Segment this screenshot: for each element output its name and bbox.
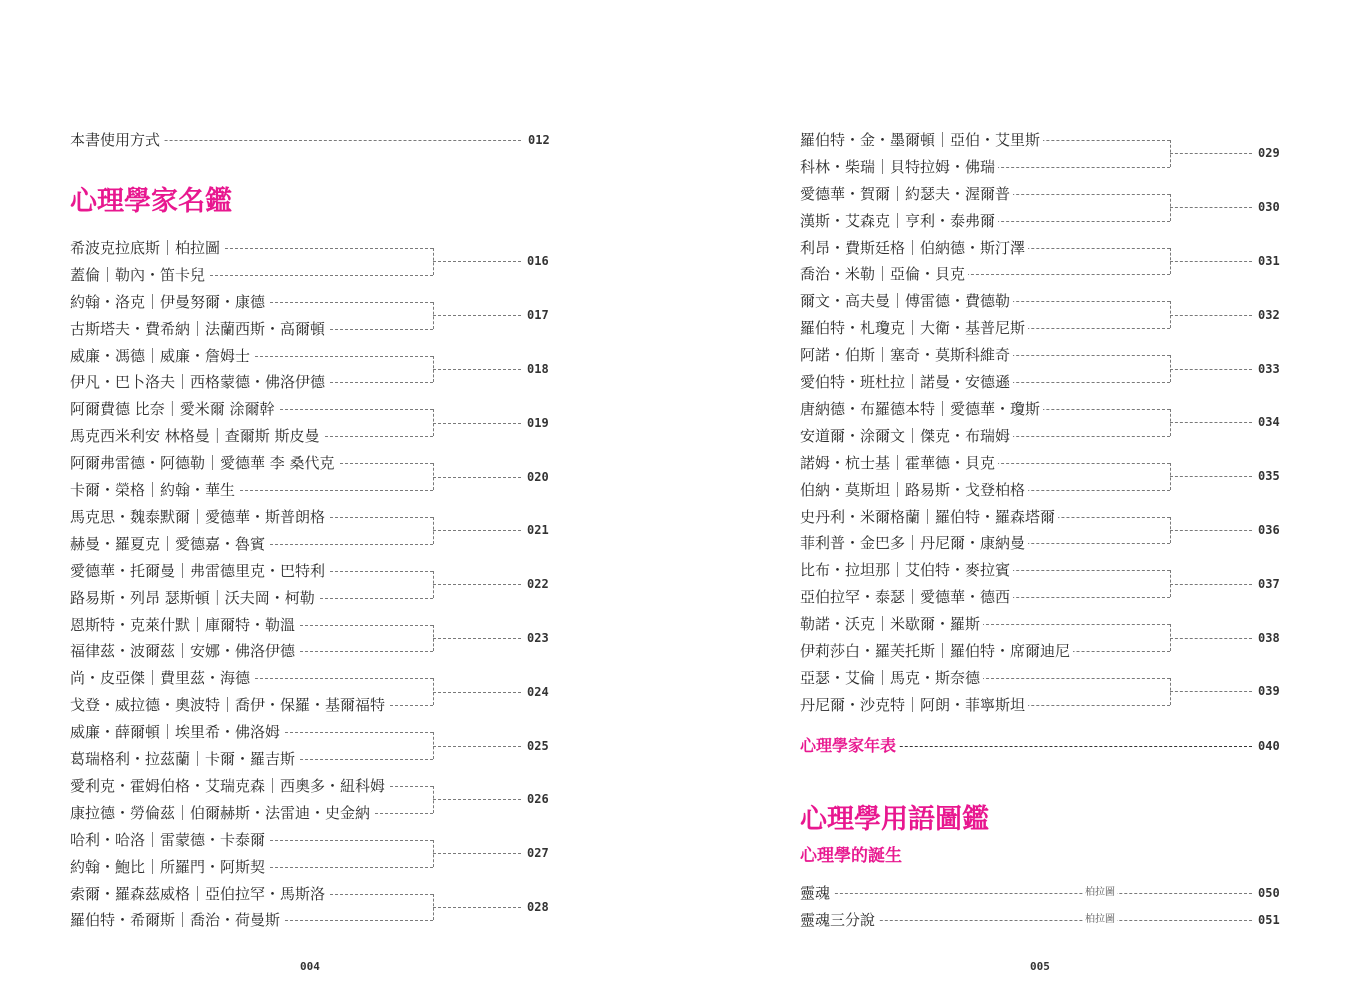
- toc-entry-text: 伊莉莎白・羅芙托斯｜羅伯特・席爾迪尼: [800, 639, 1073, 663]
- toc-entry-text: 希波克拉底斯｜柏拉圖: [70, 236, 223, 260]
- toc-entry-term-text: 靈魂三分說: [800, 908, 878, 932]
- bracket-leader: [1170, 369, 1252, 370]
- toc-entry-text: 威廉・馮德｜威廉・詹姆士: [70, 344, 253, 368]
- toc-entry-text: 唐納德・布羅德本特｜愛德華・瓊斯: [800, 397, 1043, 421]
- toc-entry-term-text: 靈魂: [800, 881, 833, 905]
- bracket-leader: [433, 584, 521, 585]
- bracket-leader: [1170, 261, 1252, 262]
- toc-entry: [70, 397, 433, 421]
- toc-entry: [800, 693, 1170, 717]
- toc-entry: [70, 236, 433, 260]
- bracket-leader: [1170, 422, 1252, 423]
- bracket-leader: [1170, 476, 1252, 477]
- toc-entry: [800, 558, 1170, 582]
- toc-entry: [800, 370, 1170, 394]
- toc-entry: [800, 639, 1170, 663]
- page-number: 039: [1258, 684, 1280, 699]
- toc-entry-text: 羅伯特・金・墨爾頓｜亞伯・艾里斯: [800, 128, 1043, 152]
- bracket-leader: [433, 369, 521, 370]
- toc-entry-text: 愛利克・霍姆伯格・艾瑞克森｜西奧多・紐科姆: [70, 774, 388, 798]
- page-number: 037: [1258, 576, 1280, 591]
- page-number: 028: [527, 900, 549, 914]
- bracket-leader: [433, 638, 521, 639]
- toc-entry: [800, 155, 1170, 179]
- toc-entry: [70, 693, 433, 717]
- page-number: 030: [1258, 200, 1280, 215]
- toc-entry: [70, 532, 433, 556]
- toc-entry: [800, 478, 1170, 502]
- toc-entry: [800, 612, 1170, 636]
- toc-entry: [800, 316, 1170, 340]
- toc-entry-text: 爾文・高夫曼｜傅雷德・費德勒: [800, 289, 1013, 313]
- bracket-leader: [1170, 638, 1252, 639]
- toc-entry-term: [800, 881, 1252, 905]
- toc-entry-text: 約翰・洛克｜伊曼努爾・康德: [70, 290, 268, 314]
- bracket-leader: [433, 746, 521, 747]
- toc-entry-text: 利昂・費斯廷格｜伯納德・斯汀澤: [800, 236, 1028, 260]
- toc-entry: [70, 720, 433, 744]
- page-number: 029: [1258, 146, 1280, 161]
- page-number: 018: [527, 362, 549, 376]
- toc-entry: [70, 666, 433, 690]
- bracket-leader: [1170, 530, 1252, 531]
- page-number: 040: [1258, 739, 1280, 753]
- bracket-leader: [1170, 207, 1252, 208]
- toc-entry: [70, 586, 433, 610]
- page-number: 036: [1258, 523, 1280, 537]
- toc-entry-text: 科林・柴瑞｜貝特拉姆・佛瑞: [800, 155, 998, 179]
- toc-entry-text: 古斯塔夫・費希納｜法蘭西斯・高爾頓: [70, 317, 328, 341]
- bracket-leader: [1170, 315, 1252, 316]
- toc-entry: [800, 289, 1170, 313]
- toc-entry-text: 漢斯・艾森克｜亨利・泰弗爾: [800, 209, 998, 233]
- toc-entry-text: 菲利普・金巴多｜丹尼爾・康納曼: [800, 531, 1028, 555]
- toc-entry: [800, 505, 1170, 529]
- toc-entry: [70, 370, 433, 394]
- toc-entry-text: 羅伯特・札瓊克｜大衛・基普尼斯: [800, 316, 1028, 340]
- bracket-leader: [1170, 691, 1252, 692]
- toc-entry-text: 亞伯拉罕・泰瑟｜愛德華・德西: [800, 585, 1013, 609]
- toc-entry-text: 戈登・威拉德・奧波特｜喬伊・保羅・基爾福特: [70, 693, 388, 717]
- toc-entry-text: 羅伯特・希爾斯｜喬治・荷曼斯: [70, 908, 283, 932]
- toc-entry-text: 卡爾・榮格｜約翰・華生: [70, 478, 238, 502]
- page-number: 051: [1258, 913, 1280, 927]
- toc-entry-text: 葛瑞格利・拉茲蘭｜卡爾・羅吉斯: [70, 747, 298, 771]
- toc-entry: [800, 236, 1170, 260]
- toc-entry-text: 馬克西米利安 林格曼｜查爾斯 斯皮曼: [70, 424, 323, 448]
- bracket-leader: [433, 907, 521, 908]
- page-number: 020: [527, 469, 549, 484]
- toc-entry: [800, 397, 1170, 421]
- term-note: 柏拉圖: [1085, 914, 1115, 925]
- section-title-terms: 心理學用語圖鑑: [800, 804, 989, 835]
- left-page: [0, 0, 674, 1000]
- bracket-leader: [433, 853, 521, 854]
- toc-entry: [800, 209, 1170, 233]
- page-number: 031: [1258, 254, 1280, 268]
- toc-entry: [70, 505, 433, 529]
- toc-entry-text: 阿諾・伯斯｜塞奇・莫斯科維奇: [800, 343, 1013, 367]
- toc-entry: [70, 478, 433, 502]
- bracket-leader: [1170, 153, 1252, 154]
- toc-entry-text: 路易斯・列昂 瑟斯頓｜沃夫岡・柯勒: [70, 586, 318, 610]
- page-number: 021: [527, 523, 549, 538]
- right-page: [675, 0, 1349, 1000]
- toc-entry: [70, 317, 433, 341]
- toc-entry-text: 愛德華・賀爾｜約瑟夫・渥爾普: [800, 182, 1013, 206]
- toc-entry: [70, 613, 433, 637]
- page-number: 025: [527, 738, 549, 753]
- page-number: 038: [1258, 630, 1280, 645]
- toc-entry: [70, 882, 433, 906]
- page-folio: 004: [300, 960, 320, 973]
- toc-entry-intro: [70, 128, 521, 152]
- toc-entry: [70, 747, 433, 771]
- page-number: 033: [1258, 361, 1280, 376]
- toc-entry-text: 愛伯特・班杜拉｜諾曼・安德遜: [800, 370, 1013, 394]
- page-number: 022: [527, 577, 549, 592]
- page-number: 023: [527, 631, 549, 645]
- toc-entry: [800, 182, 1170, 206]
- page-number: 035: [1258, 469, 1280, 484]
- subsection-title: 心理學的誕生: [800, 846, 902, 866]
- toc-entry: [70, 424, 433, 448]
- toc-entry-intro-text: 本書使用方式: [70, 128, 163, 152]
- toc-entry-text: 阿爾費德 比奈｜愛米爾 涂爾幹: [70, 397, 278, 421]
- toc-entry: [800, 343, 1170, 367]
- toc-entry-text: 亞瑟・艾倫｜馬克・斯奈德: [800, 666, 983, 690]
- toc-entry: [800, 531, 1170, 555]
- toc-entry-text: 約翰・鮑比｜所羅門・阿斯契: [70, 855, 268, 879]
- toc-entry-text: 喬治・米勒｜亞倫・貝克: [800, 262, 968, 286]
- toc-entry: [70, 290, 433, 314]
- toc-entry-text: 伯納・莫斯坦｜路易斯・戈登柏格: [800, 478, 1028, 502]
- toc-entry: [800, 585, 1170, 609]
- page-number: 016: [527, 254, 549, 269]
- bracket-leader: [433, 799, 521, 800]
- toc-entry-text: 比布・拉坦那｜艾伯特・麥拉賓: [800, 558, 1013, 582]
- bracket-leader: [433, 692, 521, 693]
- toc-entry-text: 勒諾・沃克｜米歇爾・羅斯: [800, 612, 983, 636]
- toc-entry: [70, 344, 433, 368]
- toc-entry-text: 蓋倫｜勒內・笛卡兒: [70, 263, 208, 287]
- toc-entry-term: [800, 908, 1252, 932]
- page-folio: 005: [1030, 960, 1050, 973]
- page-number: 034: [1258, 415, 1280, 430]
- toc-entry-text: 安道爾・涂爾文｜傑克・布瑞姆: [800, 424, 1013, 448]
- toc-entry-text: 伊凡・巴卜洛夫｜西格蒙德・佛洛伊德: [70, 370, 328, 394]
- page-number: 026: [527, 792, 549, 807]
- timeline-label: 心理學家年表: [800, 734, 899, 758]
- toc-entry: [70, 559, 433, 583]
- section-title-psychologists: 心理學家名鑑: [70, 186, 232, 217]
- toc-entry-text: 威廉・薛爾頓｜埃里希・佛洛姆: [70, 720, 283, 744]
- toc-entry: [800, 262, 1170, 286]
- toc-entry: [800, 451, 1170, 475]
- toc-entry: [800, 128, 1170, 152]
- page-number: 050: [1258, 886, 1280, 900]
- toc-entry: [70, 855, 433, 879]
- toc-entry: [70, 451, 433, 475]
- toc-entry: [800, 666, 1170, 690]
- page-number: 012: [528, 133, 550, 147]
- bracket-leader: [433, 261, 521, 262]
- bracket-leader: [433, 423, 521, 424]
- page-number: 032: [1258, 307, 1280, 322]
- bracket-leader: [1170, 584, 1252, 585]
- bracket-leader: [433, 315, 521, 316]
- page-number: 019: [527, 415, 549, 430]
- page-number: 017: [527, 308, 549, 323]
- page-number: 027: [527, 846, 549, 861]
- toc-entry-text: 愛德華・托爾曼｜弗雷德里克・巴特利: [70, 559, 328, 583]
- toc-entry: [70, 908, 433, 932]
- toc-entry: [70, 774, 433, 798]
- toc-entry-text: 哈利・哈洛｜雷蒙德・卡泰爾: [70, 828, 268, 852]
- dotted-leader: [800, 893, 1252, 894]
- bracket-leader: [433, 477, 521, 478]
- toc-entry: [70, 801, 433, 825]
- toc-entry-text: 尚・皮亞傑｜費里茲・海德: [70, 666, 253, 690]
- toc-entry-text: 福律茲・波爾茲｜安娜・佛洛伊德: [70, 639, 298, 663]
- toc-entry: [70, 828, 433, 852]
- toc-entry: [800, 424, 1170, 448]
- toc-entry-text: 康拉德・勞倫茲｜伯爾赫斯・法雷迪・史金納: [70, 801, 373, 825]
- toc-entry-text: 丹尼爾・沙克特｜阿朗・菲寧斯坦: [800, 693, 1028, 717]
- toc-entry-text: 索爾・羅森茲威格｜亞伯拉罕・馬斯洛: [70, 882, 328, 906]
- toc-entry-timeline: [800, 734, 1252, 758]
- toc-entry-text: 史丹利・米爾格蘭｜羅伯特・羅森塔爾: [800, 505, 1058, 529]
- toc-entry-text: 赫曼・羅夏克｜愛德嘉・魯賓: [70, 532, 268, 556]
- page-number: 024: [527, 684, 549, 699]
- toc-entry: [70, 639, 433, 663]
- toc-entry-text: 馬克思・魏泰默爾｜愛德華・斯普朗格: [70, 505, 328, 529]
- toc-entry-text: 諾姆・杭士基｜霍華德・貝克: [800, 451, 998, 475]
- toc-entry-text: 恩斯特・克萊什默｜庫爾特・勒溫: [70, 613, 298, 637]
- toc-entry-text: 阿爾弗雷德・阿德勒｜愛德華 李 桑代克: [70, 451, 338, 475]
- toc-entry: [70, 263, 433, 287]
- term-note: 柏拉圖: [1085, 887, 1115, 898]
- bracket-leader: [433, 530, 521, 531]
